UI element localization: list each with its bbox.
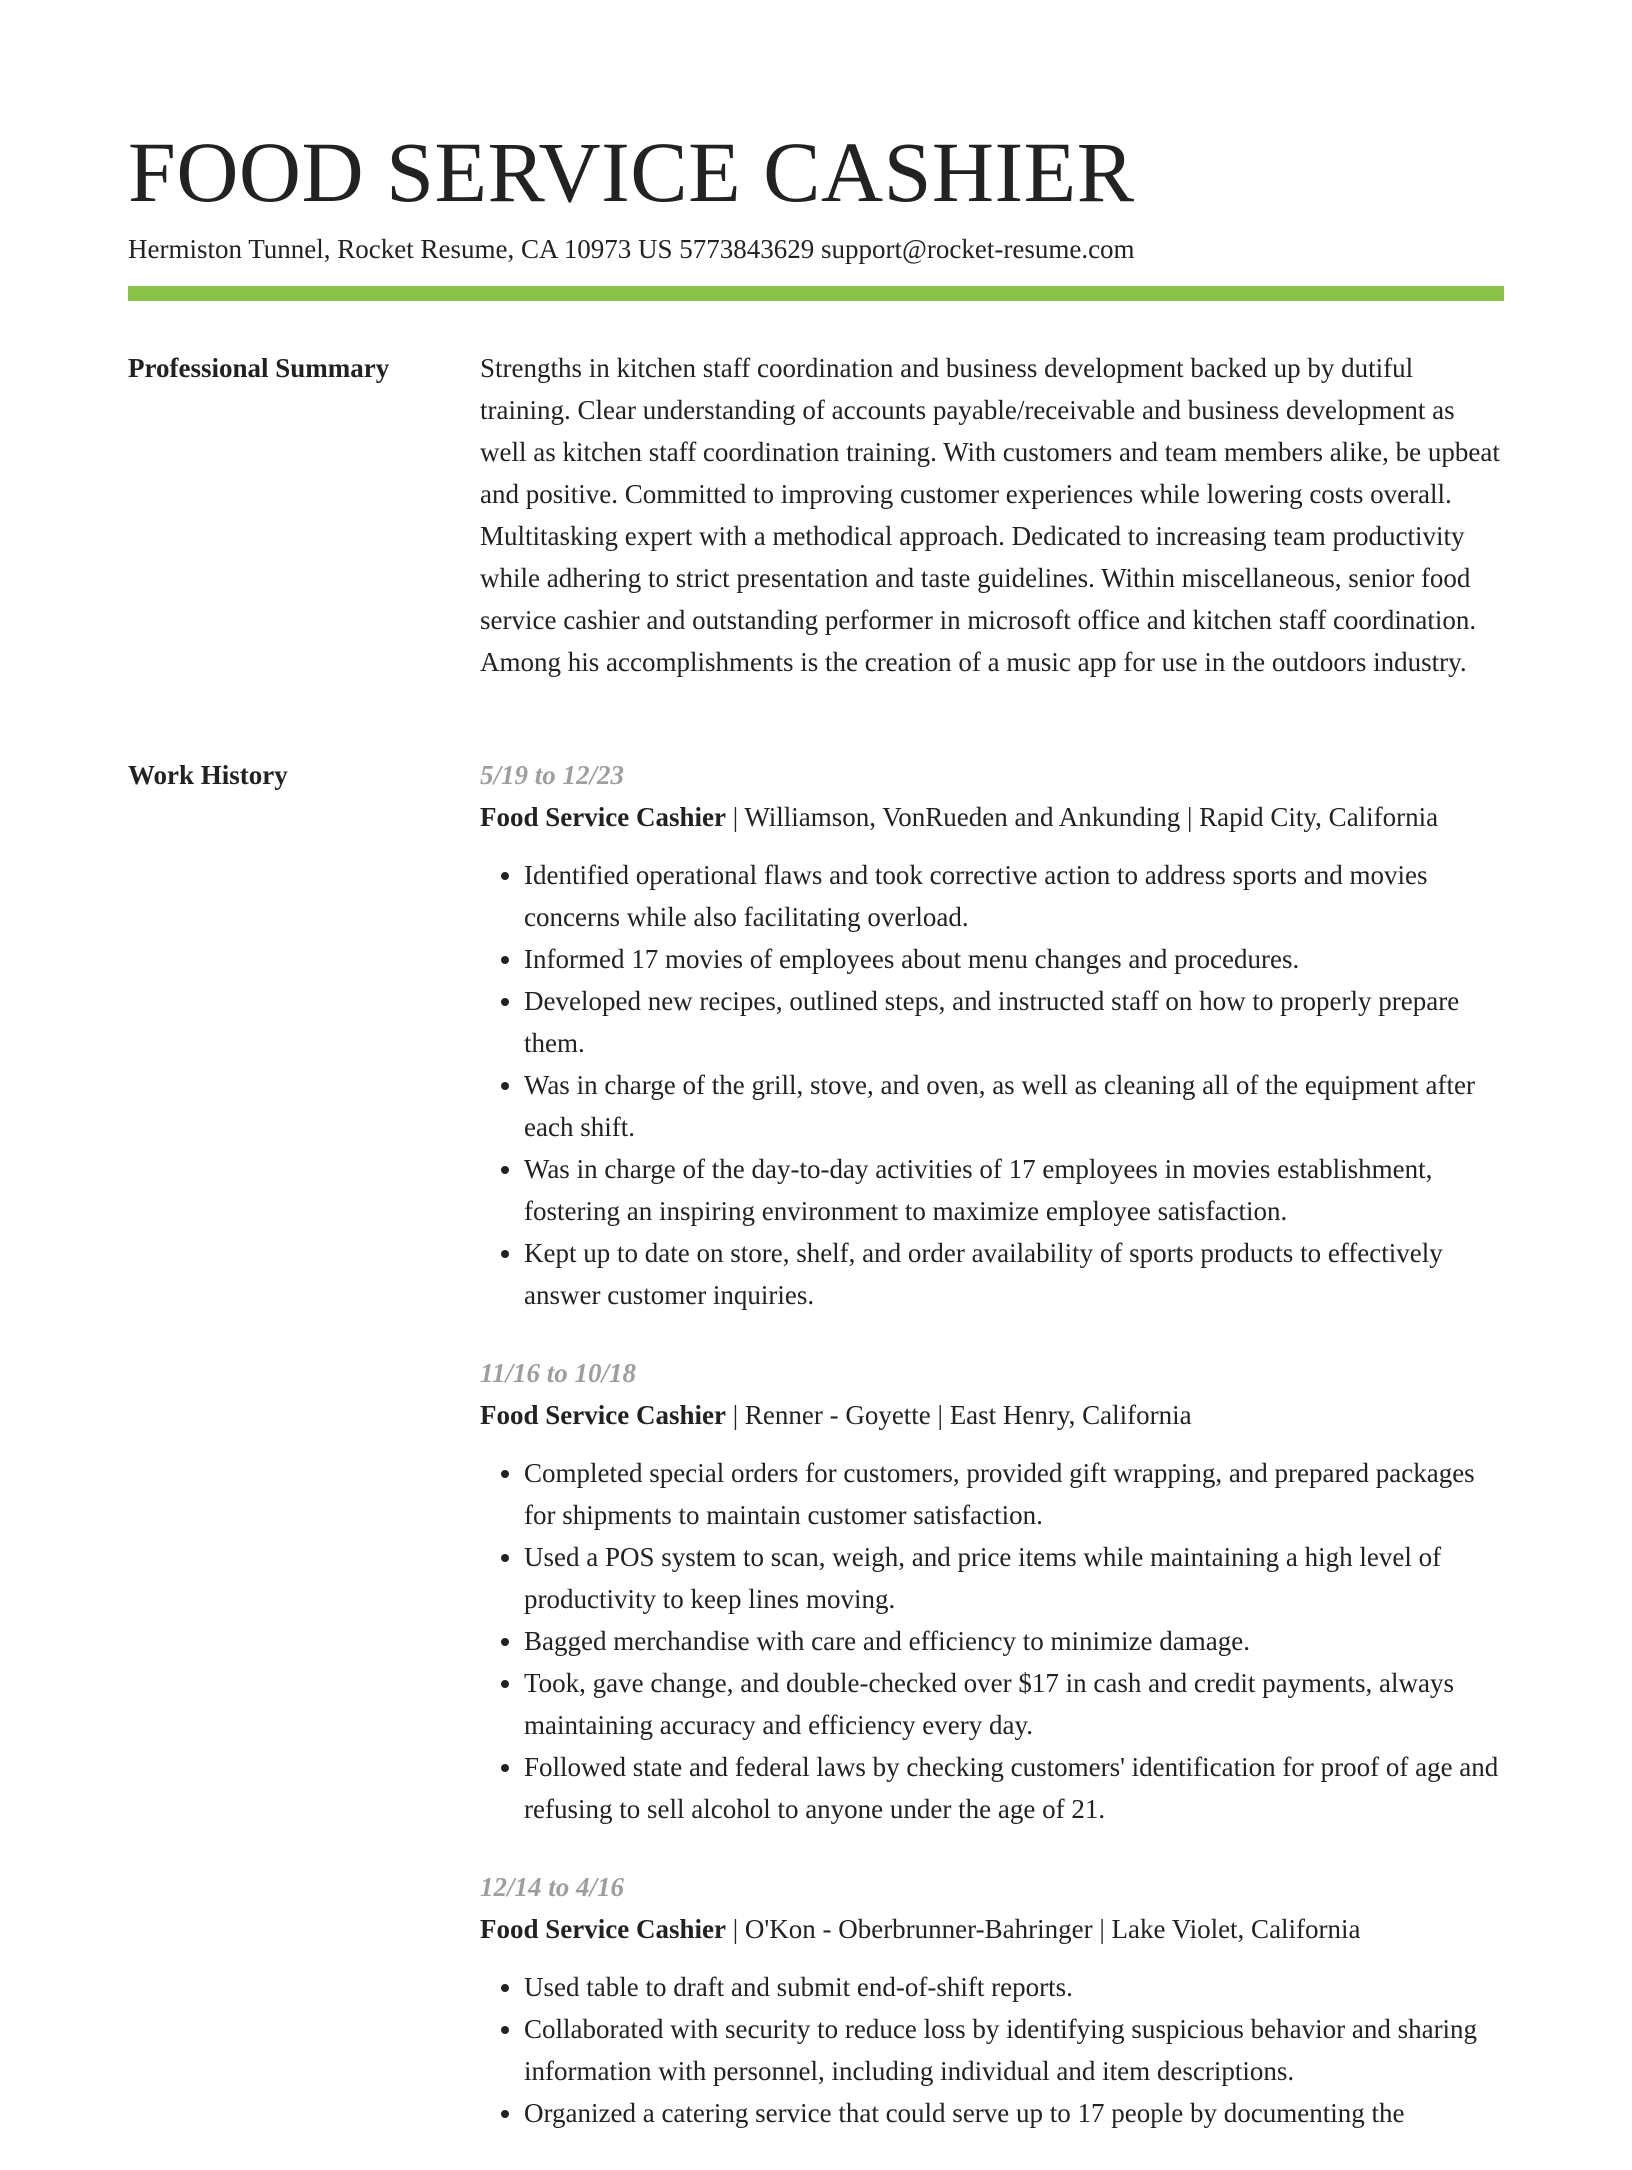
job-title-line bbox=[480, 1394, 1504, 1436]
summary-text: Strengths in kitchen staff coordination and business development backed up by dutiful training. Clear understanding of accounts payable/receivable and business development as well as kitchen staff coordination training. With customers and team members alike, be upbeat and positive. Committed to improving customer experiences while lowering costs overall. Multitasking expert with a methodical approach. Dedicated to increasing team productivity while adhering to strict presentation and taste guidelines. Within miscellaneous, senior food service cashier and outstanding performer in microsoft office and kitchen staff coordination. Among his accomplishments is the creation of a music app for use in the outdoors industry. bbox=[480, 353, 1500, 677]
contact-phone: 5773843629 bbox=[679, 234, 815, 264]
job-bullets bbox=[480, 854, 1504, 1316]
job-details: | Renner - Goyette | East Henry, California bbox=[725, 1400, 1192, 1430]
job-title: Food Service Cashier bbox=[480, 1914, 726, 1944]
job-bullet: • Was in charge of the grill, stove, and oven, as well as cleaning all of the equipment after each shift. bbox=[524, 1064, 1504, 1148]
job-entry bbox=[480, 1352, 1504, 1830]
job-dates: 11/16 to 10/18 bbox=[480, 1358, 637, 1388]
job-bullet: • Identified operational flaws and took corrective action to address sports and movies concerns while also facilitating overload. bbox=[524, 854, 1504, 938]
contact-address: Hermiston Tunnel, Rocket Resume, CA 10973 US bbox=[128, 234, 673, 264]
job-title: Food Service Cashier bbox=[480, 1400, 726, 1430]
job-bullet: • Developed new recipes, outlined steps, and instructed staff on how to properly prepare them. bbox=[524, 980, 1504, 1064]
job-dates: 5/19 to 12/23 bbox=[480, 760, 625, 790]
job-bullet: • Was in charge of the day-to-day activities of 17 employees in movies establishment, fostering an inspiring environment to maximize employee satisfaction. bbox=[524, 1148, 1504, 1232]
job-dates: 12/14 to 4/16 bbox=[480, 1872, 625, 1902]
job-bullet: • Used a POS system to scan, weigh, and price items while maintaining a high level of productivity to keep lines moving. bbox=[524, 1536, 1504, 1620]
job-bullets bbox=[480, 1966, 1504, 2134]
job-details: | O'Kon - Oberbrunner-Bahringer | Lake Violet, California bbox=[725, 1914, 1361, 1944]
job-bullet: • Organized a catering service that could serve up to 17 people by documenting the bbox=[524, 2092, 1504, 2134]
job-title-line bbox=[480, 796, 1504, 838]
job-details: | Williamson, VonRueden and Ankunding | Rapid City, California bbox=[725, 802, 1439, 832]
job-title-line bbox=[480, 1908, 1504, 1950]
job-entry bbox=[480, 754, 1504, 1316]
summary-body bbox=[480, 347, 1504, 683]
job-bullet: • Followed state and federal laws by checking customers' identification for proof of age and refusing to sell alcohol to anyone under the age of 21. bbox=[524, 1746, 1504, 1830]
job-bullets bbox=[480, 1452, 1504, 1830]
job-bullet: • Collaborated with security to reduce loss by identifying suspicious behavior and sharing information with personnel, including individual and item descriptions. bbox=[524, 2008, 1504, 2092]
job-bullet: • Kept up to date on store, shelf, and order availability of sports products to effectively answer customer inquiries. bbox=[524, 1232, 1504, 1316]
job-entry bbox=[480, 1866, 1504, 2134]
job-title: Food Service Cashier bbox=[480, 802, 726, 832]
section-heading-summary: Professional Summary bbox=[128, 353, 390, 383]
job-bullet: • Bagged merchandise with care and efficiency to minimize damage. bbox=[524, 1620, 1504, 1662]
job-bullet: • Used table to draft and submit end-of-shift reports. bbox=[524, 1966, 1504, 2008]
contact-line bbox=[128, 231, 1135, 267]
contact-email: support@rocket-resume.com bbox=[821, 234, 1135, 264]
resume-name: FOOD SERVICE CASHIER bbox=[128, 124, 1135, 220]
work-history-body bbox=[480, 754, 1504, 2170]
job-bullet: • Completed special orders for customers, provided gift wrapping, and prepared packages for shipments to maintain customer satisfaction. bbox=[524, 1452, 1504, 1536]
header-divider bbox=[128, 286, 1504, 301]
job-bullet: • Took, gave change, and double-checked over $17 in cash and credit payments, always maintaining accuracy and efficiency every day. bbox=[524, 1662, 1504, 1746]
section-heading-work-history: Work History bbox=[128, 760, 288, 790]
job-bullet: • Informed 17 movies of employees about menu changes and procedures. bbox=[524, 938, 1504, 980]
